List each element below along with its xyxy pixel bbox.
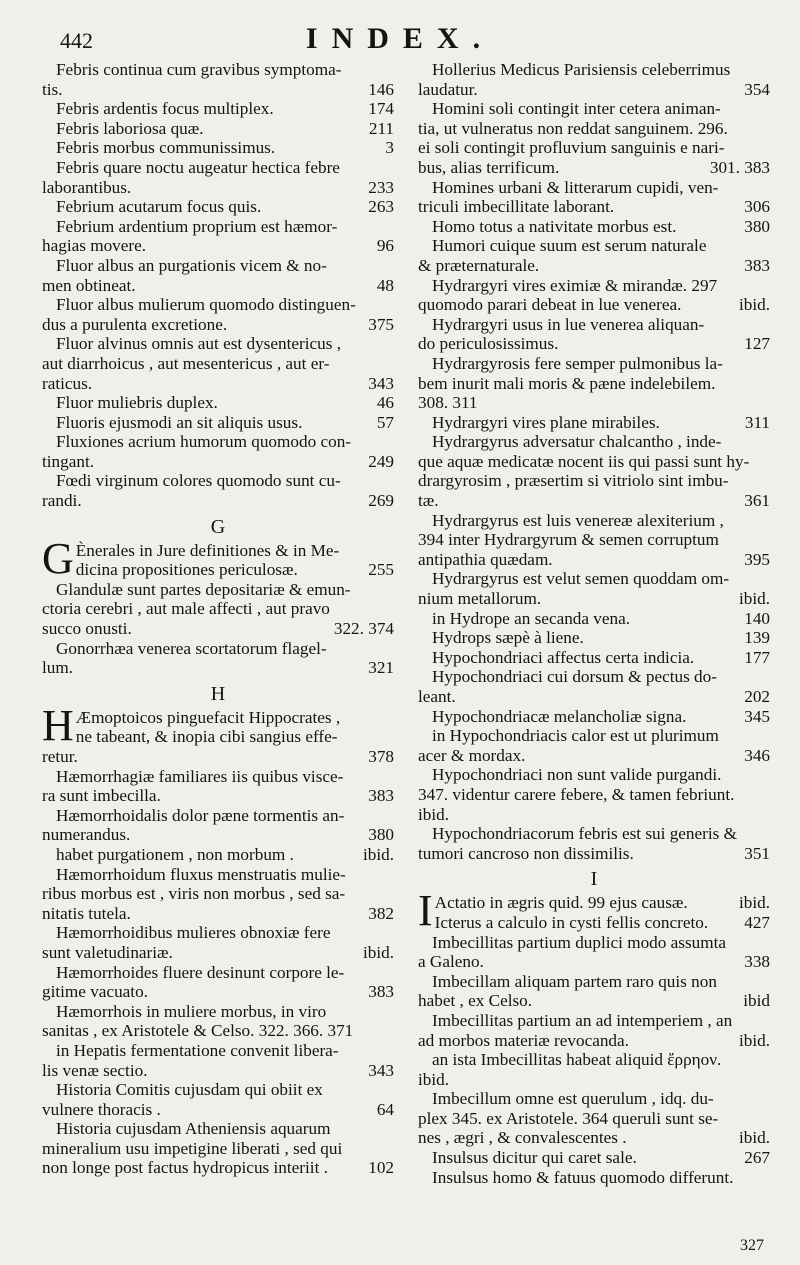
index-entry xyxy=(42,639,394,678)
entry-text-line: lum. 321 xyxy=(42,658,394,678)
page-reference: 249 xyxy=(368,451,394,471)
entry-text-line: Hæmorrhoides fluere desinunt corpore le- xyxy=(56,962,345,982)
entry-text-line: antipathia quædam. 395 xyxy=(418,549,770,569)
entry-text-line: randi. 269 xyxy=(42,491,394,511)
page-reference: ibid. xyxy=(738,1030,770,1050)
entry-text-line: numerandus. 380 xyxy=(42,825,394,845)
index-entry xyxy=(418,315,770,354)
index-entry xyxy=(418,726,770,765)
index-entry xyxy=(42,217,394,256)
entry-text-line: ctoria cerebri , aut male affecti , aut pravo xyxy=(42,599,330,619)
index-entry xyxy=(418,276,770,315)
index-entry xyxy=(42,865,394,924)
index-entry xyxy=(418,1011,770,1050)
index-entry xyxy=(418,824,770,863)
entry-text-line: ra sunt imbecilla. 383 xyxy=(42,786,394,806)
entry-text-line: bem inurit mali moris & pæne indelebilem. xyxy=(418,373,716,393)
entry-text-line: Hydrargyrus est velut semen quoddam om- xyxy=(432,569,730,589)
entry-text-line: Hydrargyrus adversatur chalcantho , inde- xyxy=(432,432,722,452)
entry-text-line: Ènerales in Jure definitiones & in Me- xyxy=(75,540,340,560)
entry-text-line: mineralium usu impetigine liberati , sed qui xyxy=(42,1138,343,1158)
section-letter-heading: I xyxy=(590,868,598,891)
entry-text-line: Febris laboriosa quæ. 211 xyxy=(56,118,394,138)
entry-text-line: Febris continua cum gravibus symptoma- xyxy=(56,60,342,79)
index-entry xyxy=(418,628,770,648)
entry-text-line: Hydrargyrus est luis venereæ alexiterium , xyxy=(432,510,724,530)
entry-text-line: in Hypochondriacis calor est ut plurimum xyxy=(432,726,719,746)
index-entry xyxy=(418,217,770,237)
entry-text-line: dicina propositiones periculosæ. 255 xyxy=(75,560,394,580)
entry-text-line: Fœdi virginum colores quomodo sunt cu- xyxy=(56,471,341,491)
entry-text-line: Imbecillam aliquam partem raro quis non xyxy=(432,971,717,991)
page-reference: 395 xyxy=(744,549,770,569)
page-reference: 139 xyxy=(744,628,770,648)
entry-text-line: Homini soli contingit inter cetera animan- xyxy=(432,99,721,119)
page-reference: ibid. xyxy=(362,942,394,962)
index-entry xyxy=(418,1168,770,1188)
entry-text-line: Homo totus a nativitate morbus est. 380 xyxy=(432,216,770,236)
index-entry xyxy=(418,667,770,706)
entry-text-line: Hydrargyri usus in lue venerea aliquan- xyxy=(432,314,705,334)
entry-text-line: Fluxiones acrium humorum quomodo con- xyxy=(56,432,352,452)
page-reference: 301. 383 xyxy=(709,157,770,177)
index-entry xyxy=(418,354,770,413)
page-reference: ibid. xyxy=(738,1128,770,1148)
entry-text-line: Insulsus homo & fatuus quomodo differunt. xyxy=(432,1167,734,1187)
entry-text-line: succo onusti. 322. 374 xyxy=(42,619,394,639)
entry-text-line: sunt valetudinariæ. ibid. xyxy=(42,942,394,962)
entry-text-line: Febrium acutarum focus quis. 263 xyxy=(56,197,394,217)
index-entry xyxy=(42,806,394,845)
index-entry xyxy=(418,1050,770,1089)
entry-text-line: Insulsus dicitur qui caret sale. 267 xyxy=(432,1148,770,1168)
entry-text-line: Icterus a calculo in cysti fellis concreto. 427 xyxy=(434,912,770,932)
entry-text-line: triculi imbecillitate laborant. 306 xyxy=(418,197,770,217)
entry-text-line: habet , ex Celso. ibid xyxy=(418,991,770,1011)
entry-text-line: Imbecillitas partium duplici modo assumta xyxy=(432,932,727,952)
entry-text-line: & præternaturale. 383 xyxy=(418,255,770,275)
entry-text-line: vulnere thoracis . 64 xyxy=(42,1099,394,1119)
page-reference: 361 xyxy=(744,491,770,511)
index-entry xyxy=(418,236,770,275)
entry-text-line: ibid. xyxy=(418,804,450,824)
page-reference: 351 xyxy=(744,843,770,863)
page-reference: 343 xyxy=(368,1060,394,1080)
entry-text-line: Febris ardentis focus multiplex. 174 xyxy=(56,99,394,119)
index-entry xyxy=(418,569,770,608)
index-entry xyxy=(418,1089,770,1148)
entry-text-line: Febrium ardentium proprium est hæmor- xyxy=(56,216,338,236)
index-entry xyxy=(42,1119,394,1178)
page-reference: 48 xyxy=(376,275,394,295)
entry-text-line: Hydrargyri vires eximiæ & mirandæ. 297 xyxy=(432,275,718,295)
index-entry xyxy=(42,963,394,1002)
page-reference: 3 xyxy=(385,138,394,158)
drop-capital: G xyxy=(42,533,74,583)
entry-text-line: dus a purulenta excretione. 375 xyxy=(42,314,394,334)
index-entry xyxy=(418,707,770,727)
entry-text-line: Glandulæ sunt partes depositariæ & emun- xyxy=(56,579,351,599)
entry-text-line: quomodo parari debeat in lue venerea. ibid. xyxy=(418,295,770,315)
page-reference: 383 xyxy=(744,255,770,275)
index-entry xyxy=(418,413,770,433)
entry-text-line: 308. 311 xyxy=(418,393,478,413)
page-reference: 64 xyxy=(376,1099,394,1119)
entry-text-line: Historia Comitis cujusdam qui obiit ex xyxy=(56,1080,323,1100)
entry-text-line: tis. 146 xyxy=(42,79,394,99)
page-reference: 383 xyxy=(368,786,394,806)
page-reference: ibid. xyxy=(738,893,770,913)
index-entry xyxy=(418,432,770,510)
page-number: 442 xyxy=(60,28,93,53)
page-reference: 380 xyxy=(744,216,770,236)
entry-text-line: Hydrargyri vires plane mirabiles. 311 xyxy=(432,412,770,432)
index-entry xyxy=(418,913,770,933)
page-reference: 46 xyxy=(376,393,394,413)
entry-text-line: an ista Imbecillitas habeat aliquid ἔρρηον. xyxy=(432,1050,722,1070)
entry-text-line: nes , ægri , & convalescentes . ibid. xyxy=(418,1128,770,1148)
entry-text-line: plex 345. ex Aristotele. 364 queruli sunt se- xyxy=(418,1108,719,1128)
entry-text-line: non longe post factus hydropicus interiit . 102 xyxy=(42,1158,394,1178)
index-entry xyxy=(42,767,394,806)
index-entry xyxy=(42,158,394,197)
left-column xyxy=(42,60,394,1178)
entry-text-line: do periculosissimus. 127 xyxy=(418,334,770,354)
index-entry xyxy=(42,1080,394,1119)
page-reference: 211 xyxy=(368,118,394,138)
entry-text-line: ribus morbus est , viris non morbus , sed sa- xyxy=(42,884,346,904)
entry-text-line: leant. 202 xyxy=(418,687,770,706)
page-reference: 127 xyxy=(744,334,770,354)
section-letter-heading: H xyxy=(210,682,226,705)
entry-text-line: Fluor muliebris duplex. 46 xyxy=(56,393,394,413)
page-reference: 343 xyxy=(368,373,394,393)
entry-text-line: ad morbos materiæ revocanda. ibid. xyxy=(418,1030,770,1050)
page-reference: 311 xyxy=(744,412,770,432)
page-reference: 202 xyxy=(744,687,770,706)
entry-text-line: Gonorrhæa venerea scortatorum flagel- xyxy=(56,638,327,658)
entry-text-line: Hypochondriacæ melancholiæ signa. 345 xyxy=(432,706,770,726)
index-entry xyxy=(418,99,770,177)
entry-text-line: Fluor alvinus omnis aut est dysentericus , xyxy=(56,334,341,354)
right-column xyxy=(418,60,770,1187)
index-entry xyxy=(418,972,770,1011)
entry-text-line: Febris morbus communissimus. 3 xyxy=(56,138,394,158)
index-entry xyxy=(42,432,394,471)
page-reference: ibid xyxy=(743,991,770,1011)
page-reference: 321 xyxy=(368,658,394,678)
page-reference: 378 xyxy=(368,747,394,766)
page-reference: 338 xyxy=(744,952,770,972)
entry-text-line: hagias movere. 96 xyxy=(42,236,394,256)
entry-text-line: tingant. 249 xyxy=(42,451,394,471)
entry-text-line: gitime vacuato. 383 xyxy=(42,982,394,1002)
index-entry xyxy=(42,1002,394,1041)
index-entry xyxy=(42,99,394,119)
page-reference: 57 xyxy=(376,412,394,432)
entry-text-line: Hypochondriaci affectus certa indicia. 177 xyxy=(432,647,770,667)
entry-text-line: Fluoris ejusmodi an sit aliquis usus. 57 xyxy=(56,412,394,432)
section-letter-heading: G xyxy=(210,515,226,538)
entry-text-line: Hæmorrhoidum fluxus menstruatis mulie- xyxy=(56,864,346,884)
index-entry xyxy=(42,119,394,139)
page-header xyxy=(0,22,800,58)
drop-capital: H xyxy=(42,700,74,750)
index-entry xyxy=(42,923,394,962)
page-reference: 380 xyxy=(368,825,394,845)
page-reference: 306 xyxy=(744,197,770,217)
entry-text-line: Actatio in ægris quid. 99 ejus causæ. ibid. xyxy=(434,893,770,913)
page-reference: ibid. xyxy=(738,589,770,609)
entry-text-line: Fluor albus an purgationis vicem & no- xyxy=(56,255,327,275)
index-entry xyxy=(42,533,394,583)
entry-text-line: aut diarrhoicus , aut mesentericus , aut er- xyxy=(42,353,330,373)
page-reference: 263 xyxy=(368,197,394,217)
entry-text-line: Hydrops sæpè à liene. 139 xyxy=(432,628,770,648)
entry-text-line: sanitas , ex Aristotele & Celso. 322. 366. 371 xyxy=(42,1021,354,1041)
entry-text-line: a Galeno. 338 xyxy=(418,952,770,972)
entry-text-line: Homines urbani & litterarum cupidi, ven- xyxy=(432,177,719,197)
page-reference: 346 xyxy=(744,745,770,765)
index-entry xyxy=(418,511,770,570)
page-reference: 146 xyxy=(368,79,394,99)
page-reference: 354 xyxy=(744,79,770,99)
entry-text-line: acer & mordax. 346 xyxy=(418,745,770,765)
index-entry xyxy=(42,60,394,99)
entry-text-line: Hypochondriaci non sunt valide purgandi. xyxy=(432,765,722,785)
entry-text-line: ibid. xyxy=(418,1069,450,1089)
entry-text-line: Febris quare noctu augeatur hectica febre xyxy=(56,157,340,177)
entry-text-line: drargyrosim , præsertim si vitriolo sint imbu- xyxy=(418,471,729,491)
entry-text-line: tumori cancroso non dissimilis. 351 xyxy=(418,843,770,863)
index-entry xyxy=(418,178,770,217)
index-entry xyxy=(418,60,770,99)
entry-text-line: Fluor albus mulierum quomodo distinguen- xyxy=(56,295,356,315)
page-reference: 174 xyxy=(368,99,394,119)
page-reference: 427 xyxy=(744,912,770,932)
index-entry xyxy=(42,580,394,639)
entry-text-line: Hæmorrhoidalis dolor pæne tormentis an- xyxy=(56,805,345,825)
index-entry xyxy=(42,845,394,865)
page-reference: 269 xyxy=(368,491,394,511)
entry-text-line: lis venæ sectio. 343 xyxy=(42,1060,394,1080)
page-reference: 102 xyxy=(368,1158,394,1178)
entry-text-line: Hypochondriacorum febris est sui generis & xyxy=(432,824,738,844)
entry-text-line: Imbecillitas partium an ad intemperiem , an xyxy=(432,1010,733,1030)
index-entry xyxy=(418,765,770,824)
index-entry xyxy=(42,1041,394,1080)
index-entry xyxy=(42,471,394,510)
page-reference: 255 xyxy=(368,560,394,580)
entry-text-line: nium metallorum. ibid. xyxy=(418,589,770,609)
entry-text-line: que aquæ medicatæ nocent iis qui passi sunt hy- xyxy=(418,451,750,471)
entry-text-line: laudatur. 354 xyxy=(418,79,770,99)
entry-text-line: bus, alias terrificum. 301. 383 xyxy=(418,157,770,177)
index-entry xyxy=(418,1148,770,1168)
index-entry xyxy=(418,609,770,629)
entry-text-line: Æmoptoicos pinguefacit Hippocrates , xyxy=(75,707,341,727)
running-title: INDEX. xyxy=(305,22,495,55)
entry-text-line: ei soli contingit profluvium sanguinis e nari- xyxy=(418,138,725,158)
index-entry xyxy=(42,393,394,413)
entry-text-line: Historia cujusdam Atheniensis aquarum xyxy=(56,1119,331,1139)
entry-text-line: Imbecillum omne est querulum , idq. du- xyxy=(432,1089,714,1109)
index-entry xyxy=(42,256,394,295)
entry-text-line: in Hepatis fermentatione convenit libera- xyxy=(56,1040,339,1060)
entry-text-line: 394 inter Hydrargyrum & semen corruptum xyxy=(418,530,719,550)
index-entry xyxy=(42,334,394,393)
entry-text-line: men obtineat. 48 xyxy=(42,275,394,295)
entry-text-line: raticus. 343 xyxy=(42,373,394,393)
index-entry xyxy=(42,700,394,767)
page-reference: 177 xyxy=(744,647,770,667)
index-entry xyxy=(42,413,394,433)
page-reference: 322. 374 xyxy=(333,619,394,639)
entry-text-line: Hæmorrhois in muliere morbus, in viro xyxy=(56,1001,327,1021)
entry-text-line: Hydrargyrosis fere semper pulmonibus la- xyxy=(432,353,723,373)
catchword: 327 xyxy=(740,1237,764,1254)
index-entry xyxy=(42,295,394,334)
page-reference: 375 xyxy=(368,314,394,334)
page-reference: ibid. xyxy=(362,844,394,864)
entry-text-line: laborantibus. 233 xyxy=(42,177,394,197)
index-entry xyxy=(418,648,770,668)
page-reference: 233 xyxy=(368,177,394,197)
entry-text-line: Hypochondriaci cui dorsum & pectus do- xyxy=(432,667,717,687)
index-entry xyxy=(42,197,394,217)
page-reference: ibid. xyxy=(738,295,770,315)
page-reference: 383 xyxy=(368,982,394,1002)
entry-text-line: Hæmorrhagiæ familiares iis quibus visce- xyxy=(56,766,344,786)
page-reference: 140 xyxy=(744,608,770,628)
index-entry xyxy=(418,933,770,972)
entry-text-line: in Hydrope an secanda vena. 140 xyxy=(432,608,770,628)
entry-text-line: nitatis tutela. 382 xyxy=(42,903,394,923)
page-reference: 96 xyxy=(376,236,394,256)
entry-text-line: Humori cuique suum est serum naturale xyxy=(432,236,707,256)
entry-text-line: tia, ut vulneratus non reddat sanguinem. 296. xyxy=(418,118,728,138)
entry-text-line: retur. 378 xyxy=(42,747,394,766)
drop-capital: I xyxy=(418,886,433,936)
page-reference: 267 xyxy=(744,1148,770,1168)
entry-text-line: habet purgationem , non morbum . ibid. xyxy=(56,844,394,864)
index-entry xyxy=(42,138,394,158)
entry-text-line: Hæmorrhoidibus mulieres obnoxiæ fere xyxy=(56,923,331,943)
page-reference: 345 xyxy=(744,706,770,726)
entry-text-line: tæ. 361 xyxy=(418,491,770,511)
page-reference: 382 xyxy=(368,903,394,923)
entry-text-line: ne tabeant, & inopia cibi sangius effe- xyxy=(75,727,338,747)
entry-text-line: Hollerius Medicus Parisiensis celeberrimus xyxy=(432,60,731,79)
entry-text-line: 347. videntur carere febere, & tamen febriunt. xyxy=(418,784,735,804)
